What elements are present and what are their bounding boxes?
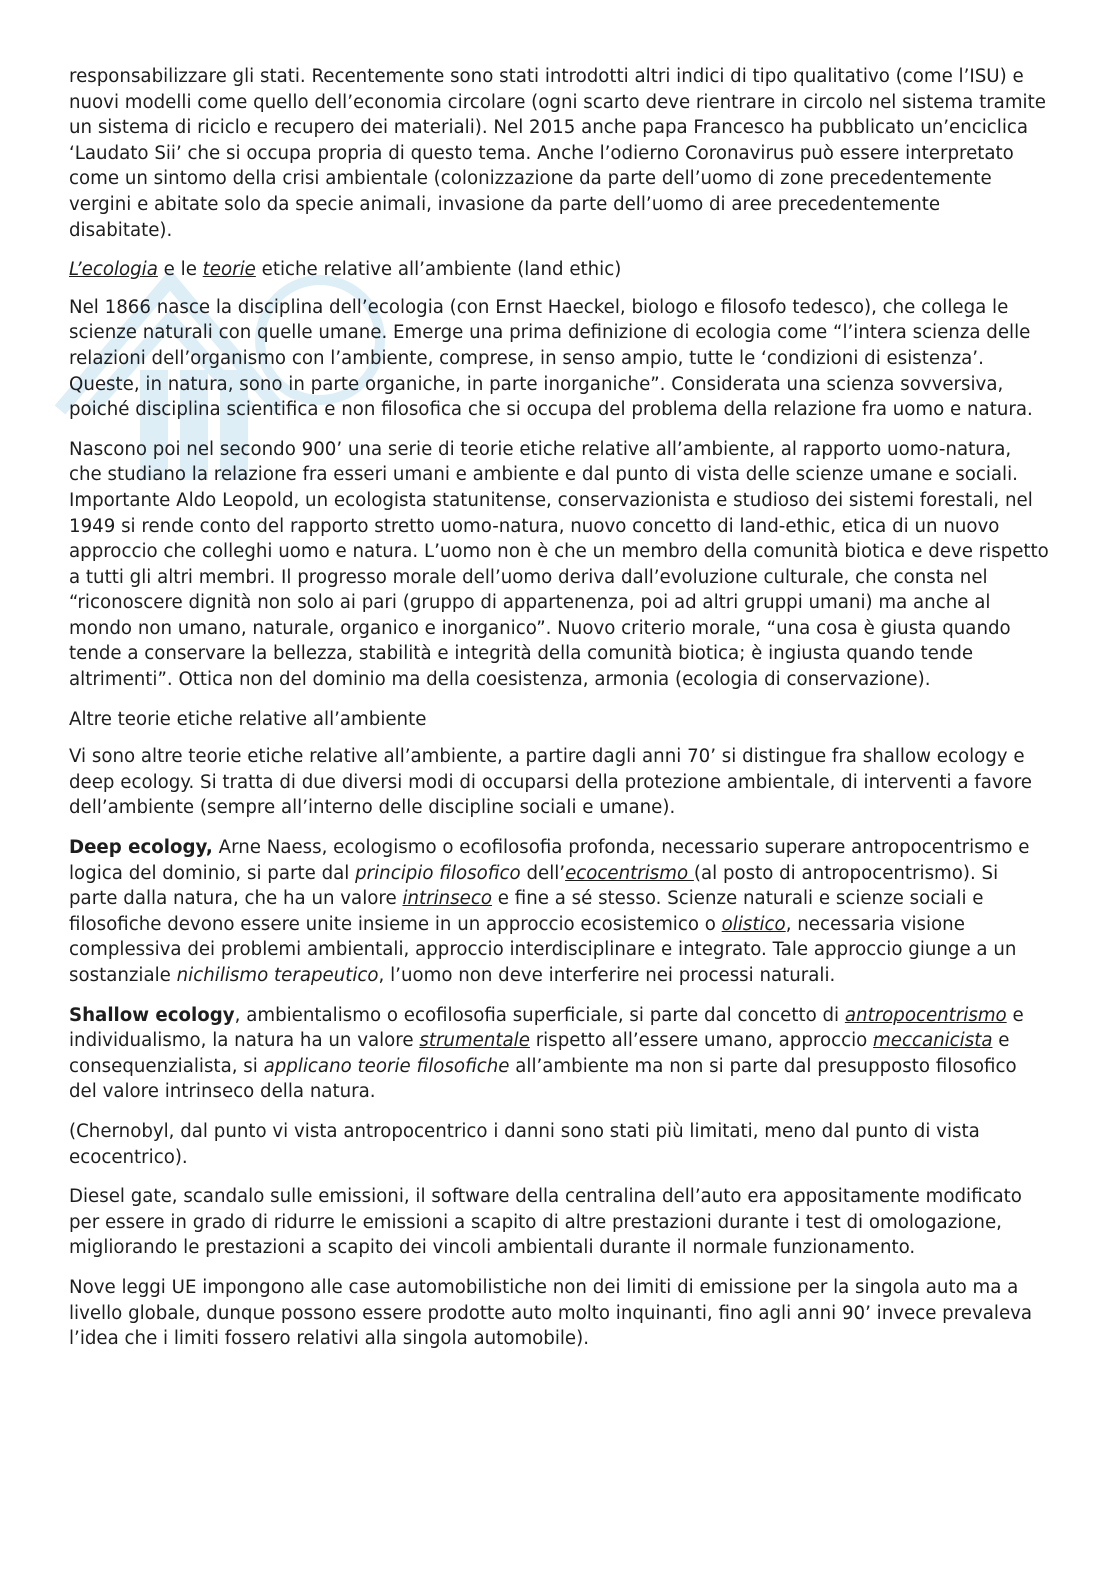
shallow-italic-1: applicano teorie filosofiche: [263, 1055, 510, 1077]
section-heading-ecology: [69, 257, 1049, 283]
shallow-ecology-title: Shallow ecology: [69, 1004, 235, 1026]
shallow-text-5: all’ambiente ma non si parte dal presupposto filosofico del valore intrinseco della natura.: [69, 1055, 1017, 1103]
deep-text-2: dell’: [520, 862, 566, 884]
deep-text-4: e fine a sé stesso. Scienze naturali e scienze sociali e filosofiche devono essere unite insieme in un approccio ecosistemico o: [69, 888, 984, 935]
paragraph-dieselgate: Diesel gate, scandalo sulle emissioni, il software della centralina dell’auto era appositamente modificato per essere in grado di ridurre le emissioni a scapito di altre prestazioni durante i test di omologazione, migliorando le prestazioni a scapito dei vincoli ambientali durante il normale funzionamento.: [69, 1186, 1022, 1259]
shallow-term-anthropocentrism: antropocentrismo: [844, 1004, 1007, 1026]
heading-ecology-rest: etiche relative all’ambiente (land ethic): [255, 259, 622, 281]
shallow-text-1: , ambientalismo o ecofilosofia superficiale, si parte dal concetto di: [234, 1004, 845, 1026]
section-heading-other-theories: Altre teorie etiche relative all’ambiente: [69, 708, 427, 730]
deep-italic-1: principio filosofico: [355, 862, 521, 884]
shallow-text-2: e individualismo, la natura ha un valore: [69, 1004, 1024, 1052]
heading-theories-term: teorie: [202, 259, 256, 281]
deep-term-intrinsic: intrinseco: [402, 888, 492, 910]
paragraph-deep-ecology: [69, 835, 1049, 989]
deep-text-5: , necessaria visione complessiva dei problemi ambientali, approccio interdisciplinare e integrato. Tale approccio giunge a un sostanziale: [69, 913, 1017, 986]
document-body: [69, 64, 1049, 1366]
paragraph-leopold: Nascono poi nel secondo 900’ una serie di teorie etiche relative all’ambiente, al rapporto uomo-natura, che studiano la relazione fra esseri umani e ambiente e dal punto di vista delle scienze umane e sociali. Importante Aldo Leopold, un ecologista statunitense, conservazionista e studioso dei sistemi forestali, nel 1949 si rende conto del rapporto stretto uomo-natura, nuovo concetto di land-ethic, etica di un nuovo approccio che colleghi uomo e natura. L’uomo non è che un membro della comunità biotica e deve rispetto a tutti gli altri membri. Il progresso morale dell’uomo deriva dall’evoluzione culturale, che consta nel “riconoscere dignità non solo ai pari (gruppo di appartenenza, poi ad altri gruppi umani) ma anche al mondo non umano, naturale, organico e inorganico”. Nuovo criterio morale, “una cosa è giusta quando tende a conservare la bellezza, stabilità e integrità della comunità biotica; è ingiusta quando tende altrimenti”. Ottica non del dominio ma della coesistenza, armonia (ecologia di conservazione).: [69, 438, 1049, 691]
shallow-term-instrumental: strumentale: [419, 1030, 530, 1052]
paragraph-eu-laws: Nove leggi UE impongono alle case automobilistiche non dei limiti di emissione per la singola auto ma a livello globale, dunque possono essere prodotte auto molto inquinanti, fino agli anni 90’ invece prevaleva l’idea che i limiti fossero relativi alla singola automobile).: [69, 1276, 1033, 1350]
shallow-text-4: e consequenzialista, si: [69, 1030, 1010, 1077]
paragraph-shallow-deep-intro: Vi sono altre teorie etiche relative all’ambiente, a partire dagli anni 70’ si distingue fra shallow ecology e deep ecology. Si tratta di due diversi modi di occuparsi della protezione ambientale, di interventi a favore dell’ambiente (sempre all’interno delle discipline sociali e umane).: [69, 746, 1032, 819]
heading-ecology-connector: e le: [157, 259, 203, 281]
paragraph-chernobyl: (Chernobyl, dal punto vi vista antropocentrico i danni sono stati più limitati, meno dal punto di vista ecocentrico).: [69, 1120, 980, 1168]
deep-text-1: Arne Naess, ecologismo o ecofilosofia profonda, necessario superare antropocentrismo e logica del dominio, si parte dal: [69, 837, 1030, 884]
shallow-term-mechanistic: meccanicista: [873, 1030, 993, 1052]
deep-text-6: , l’uomo non deve interferire nei processi naturali.: [378, 965, 836, 986]
deep-ecology-title: Deep ecology,: [69, 837, 213, 859]
deep-text-3: (al posto di antropocentrismo). Si parte dalla natura, che ha un valore: [69, 862, 999, 910]
deep-term-holistic: olistico: [721, 913, 786, 935]
paragraph-haeckel: Nel 1866 nasce la disciplina dell’ecologia (con Ernst Haeckel, biologo e filosofo tedesco), che collega le scienze naturali con quelle umane. Emerge una prima definizione di ecologia come “l’intera scienza delle relazioni dell’organismo con l’ambiente, comprese, in senso ampio, tutte le ‘condizioni di esistenza’. Queste, in natura, sono in parte organiche, in parte inorganiche”. Considerata una scienza sovversiva, poiché disciplina scientifica e non filosofica che si occupa del problema della relazione fra uomo e natura.: [69, 296, 1033, 421]
paragraph-shallow-ecology: [69, 1003, 1049, 1105]
deep-term-ecocentrism: ecocentrismo: [565, 862, 694, 884]
paragraph-intro-continuation: responsabilizzare gli stati. Recentemente sono stati introdotti altri indici di tipo qualitativo (come l’ISU) e nuovi modelli come quello dell’economia circolare (ogni scarto deve rientrare in circolo nel sistema tramite un sistema di riciclo e recupero dei materiali). Nel 2015 anche papa Francesco ha pubblicato un’enciclica ‘Laudato Sii’ che si occupa propria di questo tema. Anche l’odierno Coronavirus può essere interpretato come un sintomo della crisi ambientale (colonizzazione da parte dell’uomo di zone precedentemente vergini e abitate solo da specie animali, invasione da parte dell’uomo di aree precedentemente disabitate).: [69, 66, 1046, 241]
deep-italic-2: nichilismo terapeutico: [176, 965, 379, 986]
heading-ecology-term: L’ecologia: [69, 259, 158, 281]
shallow-text-3: rispetto all’essere umano, approccio: [529, 1030, 874, 1052]
